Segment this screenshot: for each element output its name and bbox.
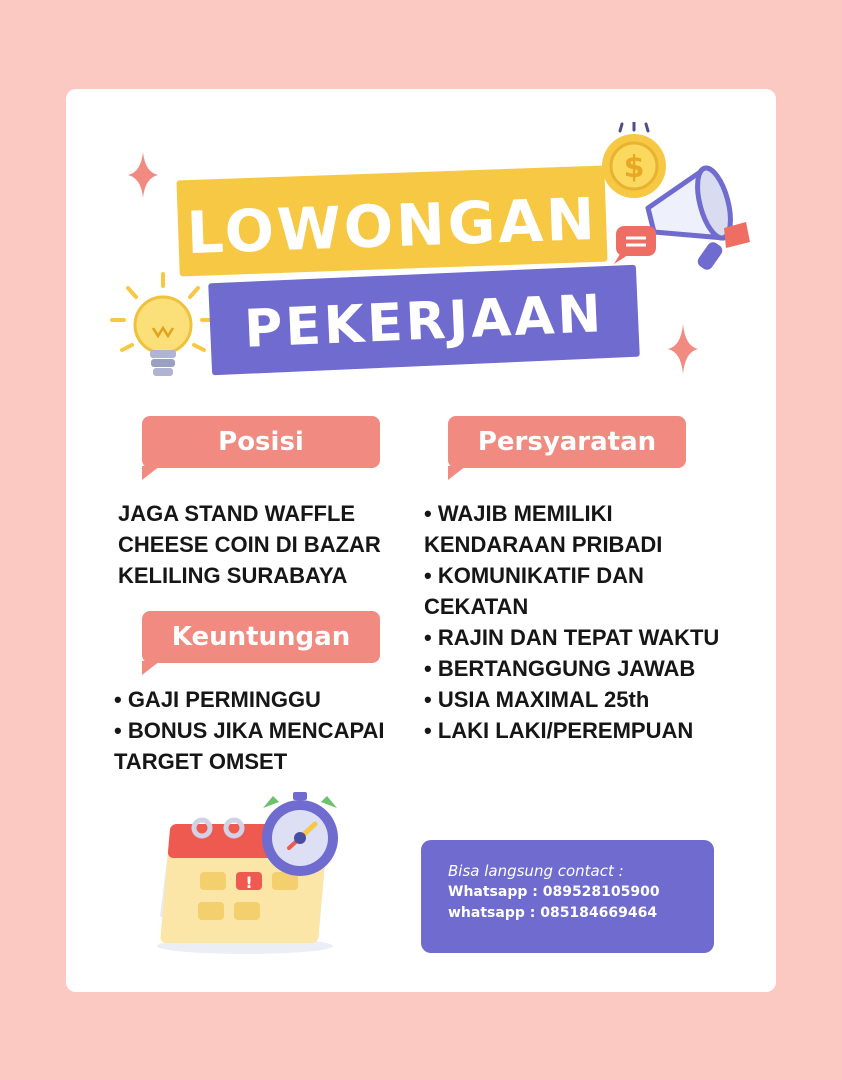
benefit-line: • BONUS JIKA MENCAPAI bbox=[114, 718, 385, 743]
posisi-line: KELILING SURABAYA bbox=[118, 563, 348, 588]
contact-whatsapp-1: Whatsapp : 089528105900 bbox=[448, 884, 660, 900]
contact-box bbox=[421, 840, 714, 953]
posisi-line: CHEESE COIN DI BAZAR bbox=[118, 532, 381, 557]
requirement-line: • RAJIN DAN TEPAT WAKTU bbox=[424, 625, 720, 650]
svg-text:$: $ bbox=[623, 150, 645, 185]
svg-text:!: ! bbox=[245, 873, 253, 892]
requirement-line: • LAKI LAKI/PEREMPUAN bbox=[424, 718, 694, 743]
requirement-line: • KOMUNIKATIF DAN bbox=[424, 563, 644, 588]
requirement-line: • USIA MAXIMAL 25th bbox=[424, 687, 650, 712]
keuntungan-text bbox=[114, 684, 385, 777]
sparkle-icon bbox=[668, 324, 698, 374]
megaphone-icon bbox=[606, 160, 756, 275]
title-line-1: LOWONGAN bbox=[176, 166, 607, 277]
requirement-line: CEKATAN bbox=[424, 594, 529, 619]
lightbulb-icon bbox=[108, 270, 218, 385]
persyaratan-label: Persyaratan bbox=[448, 416, 686, 468]
contact-whatsapp-2: whatsapp : 085184669464 bbox=[448, 905, 658, 921]
benefit-line: TARGET OMSET bbox=[114, 749, 288, 774]
posisi-label-bubble bbox=[142, 416, 380, 480]
persyaratan-text bbox=[424, 498, 719, 746]
requirement-line: • BERTANGGUNG JAWAB bbox=[424, 656, 696, 681]
posisi-text bbox=[118, 498, 381, 591]
requirement-line: • WAJIB MEMILIKI bbox=[424, 501, 613, 526]
keuntungan-label: Keuntungan bbox=[142, 611, 380, 663]
alarm-clock-icon bbox=[255, 788, 345, 878]
sparkle-icon bbox=[128, 152, 158, 198]
title-line-2: PEKERJAAN bbox=[208, 265, 640, 376]
persyaratan-label-bubble bbox=[448, 416, 686, 480]
contact-heading: Bisa langsung contact : bbox=[448, 862, 624, 880]
posisi-line: JAGA STAND WAFFLE bbox=[118, 501, 356, 526]
posisi-label: Posisi bbox=[142, 416, 380, 468]
requirement-line: KENDARAAN PRIBADI bbox=[424, 532, 663, 557]
keuntungan-label-bubble bbox=[142, 611, 380, 675]
benefit-line: • GAJI PERMINGGU bbox=[114, 687, 321, 712]
